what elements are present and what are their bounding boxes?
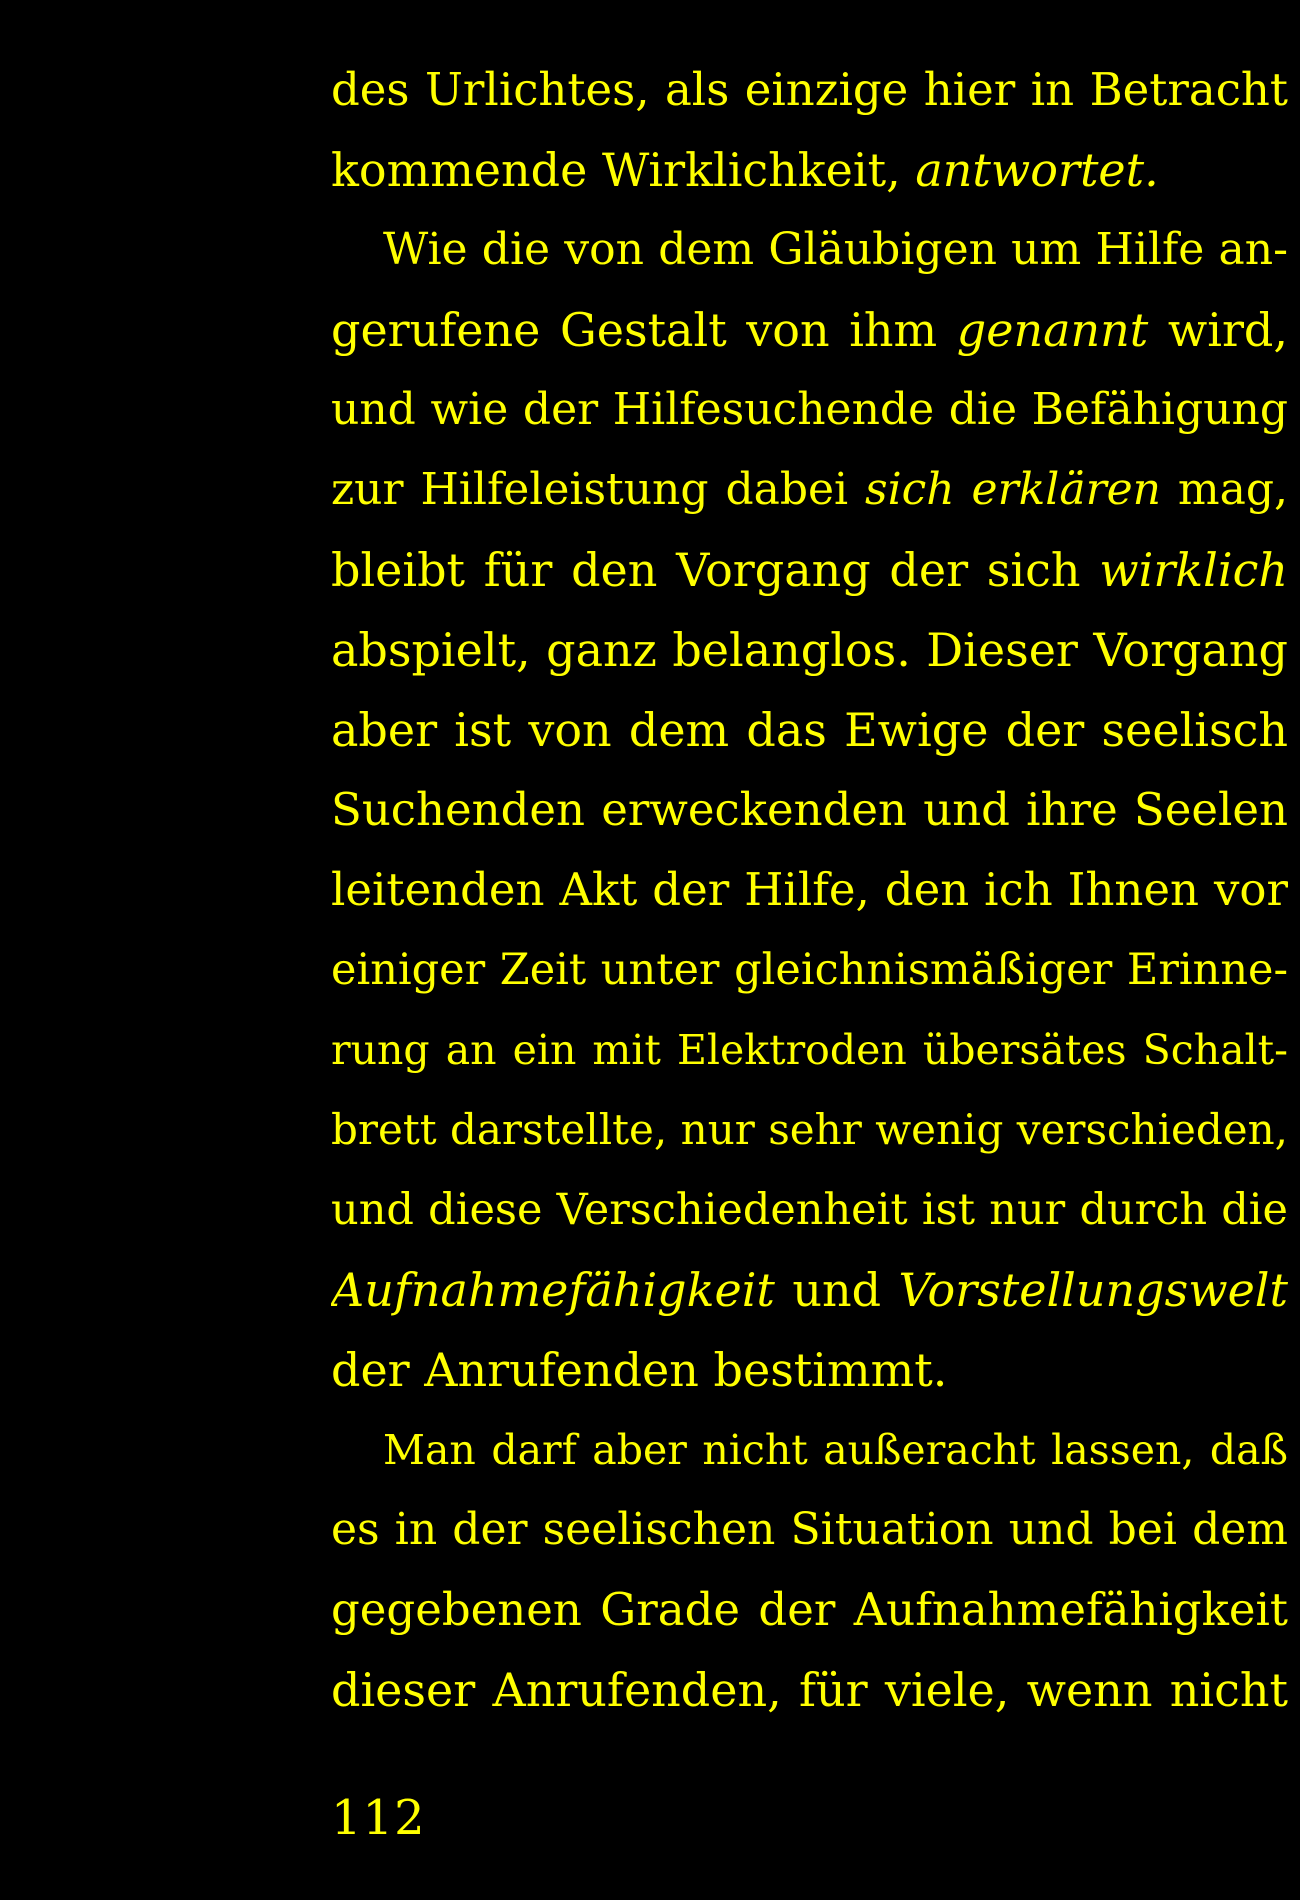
italic-text: antwortet. <box>915 143 1159 197</box>
text-line <box>331 1490 1288 1570</box>
text-line <box>331 130 1288 210</box>
text-run: gerufene Gestalt von ihm <box>331 303 957 357</box>
text-line <box>331 1250 1288 1330</box>
text-line <box>331 210 1288 290</box>
text-line <box>331 1330 1288 1410</box>
text-run: bleibt für den Vorgang der sich <box>331 543 1100 597</box>
text-run: zur Hilfeleistung dabei <box>331 464 866 515</box>
text-run: Suchenden erweckenden und ihre Seelen <box>331 783 1288 836</box>
text-line <box>331 690 1288 770</box>
text-run: rung an ein mit Elektroden übersätes Schalt- <box>331 1026 1288 1074</box>
text-line <box>331 1650 1288 1730</box>
body-text <box>331 50 1288 1730</box>
text-line <box>331 1010 1288 1090</box>
text-run: und <box>774 1263 899 1317</box>
text-line <box>331 930 1288 1010</box>
text-line <box>331 1170 1288 1250</box>
text-line <box>331 1410 1288 1490</box>
text-run: dieser Anrufenden, für viele, wenn nicht <box>331 1663 1288 1717</box>
text-line <box>331 770 1288 850</box>
italic-text: genannt <box>956 303 1149 357</box>
text-line <box>331 450 1288 530</box>
text-run: abspielt, ganz belanglos. Dieser Vorgang <box>331 623 1288 677</box>
text-run: brett darstellte, nur sehr wenig verschieden, <box>331 1105 1288 1154</box>
text-run: gegebenen Grade der Aufnahmefähigkeit <box>331 1583 1288 1636</box>
text-run: des Urlichtes, als einzige hier in Betracht <box>331 63 1288 116</box>
italic-text: Aufnahmefähigkeit <box>331 1263 775 1317</box>
text-line <box>331 50 1288 130</box>
text-line <box>331 1090 1288 1170</box>
text-line <box>331 1570 1288 1650</box>
text-run: leitenden Akt der Hilfe, den ich Ihnen vor <box>331 863 1288 916</box>
text-run: einiger Zeit unter gleichnismäßiger Erinne- <box>331 945 1288 995</box>
text-line <box>331 290 1288 370</box>
text-run: aber ist von dem das Ewige der seelisch <box>331 703 1288 757</box>
text-line <box>331 370 1288 450</box>
text-run: es in der seelischen Situation und bei dem <box>331 1504 1288 1555</box>
italic-text: sich erklären <box>865 464 1161 515</box>
text-run: Wie die von dem Gläubigen um Hilfe an- <box>383 224 1288 275</box>
text-line <box>331 610 1288 690</box>
text-run: der Anrufenden bestimmt. <box>331 1343 948 1397</box>
text-run: kommende Wirklichkeit, <box>331 143 916 197</box>
text-run: Man darf aber nicht außeracht lassen, daß <box>383 1426 1288 1474</box>
italic-text: wirklich <box>1099 543 1288 597</box>
page-number: 112 <box>331 1790 426 1846</box>
italic-text: Vorstellungswelt <box>898 1263 1288 1317</box>
text-run: und wie der Hilfesuchende die Befähigung <box>331 384 1288 435</box>
text-run: und diese Verschiedenheit ist nur durch die <box>331 1185 1288 1235</box>
text-line <box>331 530 1288 610</box>
text-run: wird, <box>1148 303 1288 357</box>
text-line <box>331 850 1288 930</box>
text-run: mag, <box>1160 464 1288 515</box>
